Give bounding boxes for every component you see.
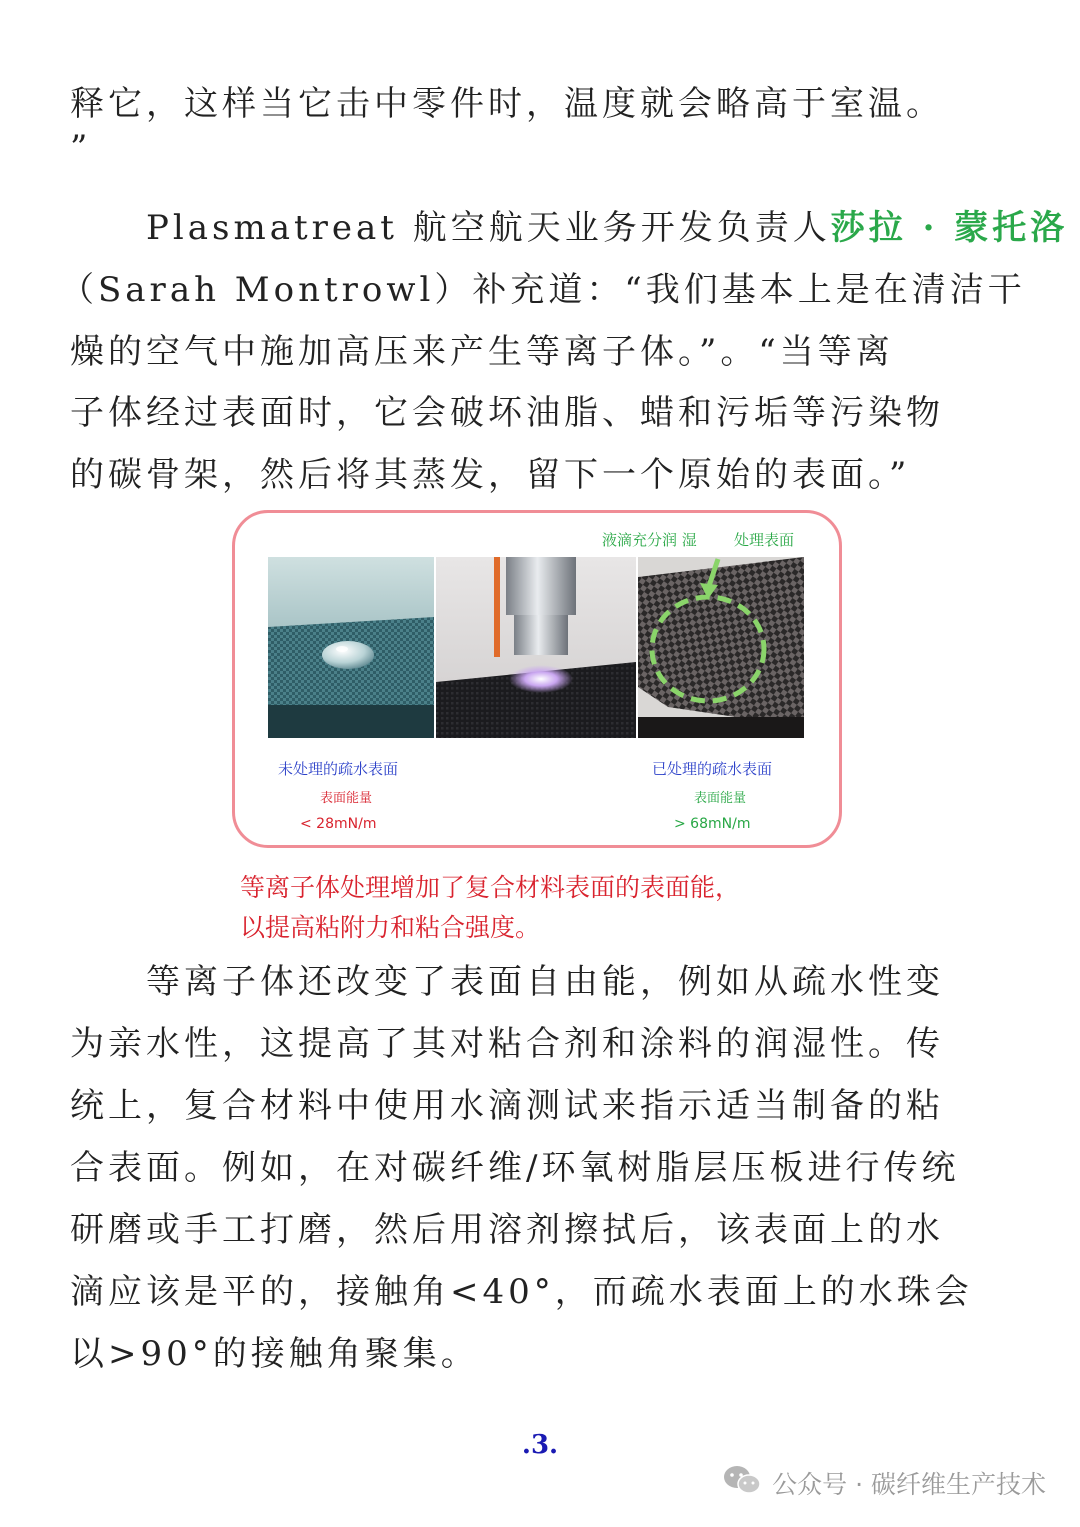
plasma-nozzle-photo [436, 557, 636, 738]
wechat-icon [722, 1464, 762, 1502]
untreated-energy-value: < 28mN/m [300, 816, 377, 832]
figure-caption-line: 以提高粘附力和粘合强度。 [240, 913, 541, 942]
figure-caption-line: 等离子体处理增加了复合材料表面的表面能， [240, 873, 741, 902]
person-name-highlight: 莎拉 · 蒙托洛 [830, 208, 1069, 248]
paragraph-line: 滴应该是平的，接触角<40°，而疏水表面上的水珠会 [70, 1272, 973, 1312]
treated-energy-value: > 68mN/m [674, 816, 751, 832]
paragraph-line: 等离子体还改变了表面自由能，例如从疏水性变 [146, 962, 944, 1002]
treated-energy-label: 表面能量 [694, 791, 747, 806]
footer-text: 公众号 · 碳纤维生产技术 [772, 1470, 1046, 1499]
paragraph-line: ” [70, 128, 92, 168]
paragraph-line [146, 208, 1068, 248]
footer-watermark [722, 1464, 1046, 1502]
paragraph-line: 以>90°的接触角聚集。 [70, 1334, 479, 1374]
untreated-title: 未处理的疏水表面 [278, 760, 399, 778]
paragraph-line: 研磨或手工打磨，然后用溶剂擦拭后，该表面上的水 [70, 1210, 944, 1250]
treated-title: 已处理的疏水表面 [652, 760, 773, 778]
page-number: .3. [521, 1430, 559, 1460]
untreated-energy-label: 表面能量 [320, 791, 373, 806]
paragraph-text: Plasmatreat 航空航天业务开发负责人 [146, 208, 831, 248]
wetting-label: 液滴充分润 湿 [602, 531, 697, 549]
paragraph-line: （Sarah Montrowl）补充道：“我们基本上是在清洁干 [60, 270, 1026, 310]
paragraph-line: 燥的空气中施加高压来产生等离子体。”。“当等离 [70, 332, 894, 372]
paragraph-line: 为亲水性，这提高了其对粘合剂和涂料的润湿性。传 [70, 1024, 944, 1064]
paragraph-line: 合表面。例如，在对碳纤维/环氧树脂层压板进行传统 [70, 1148, 960, 1188]
paragraph-line: 的碳骨架，然后将其蒸发，留下一个原始的表面。” [70, 455, 911, 495]
paragraph-line: 统上，复合材料中使用水滴测试来指示适当制备的粘 [70, 1086, 944, 1126]
treated-surface-label: 处理表面 [734, 531, 795, 549]
paragraph-line: 释它，这样当它击中零件时，温度就会略高于室温。 [70, 84, 944, 124]
untreated-surface-photo [268, 557, 434, 738]
treated-surface-photo [638, 557, 804, 738]
paragraph-line: 子体经过表面时，它会破坏油脂、蜡和污垢等污染物 [70, 393, 944, 433]
